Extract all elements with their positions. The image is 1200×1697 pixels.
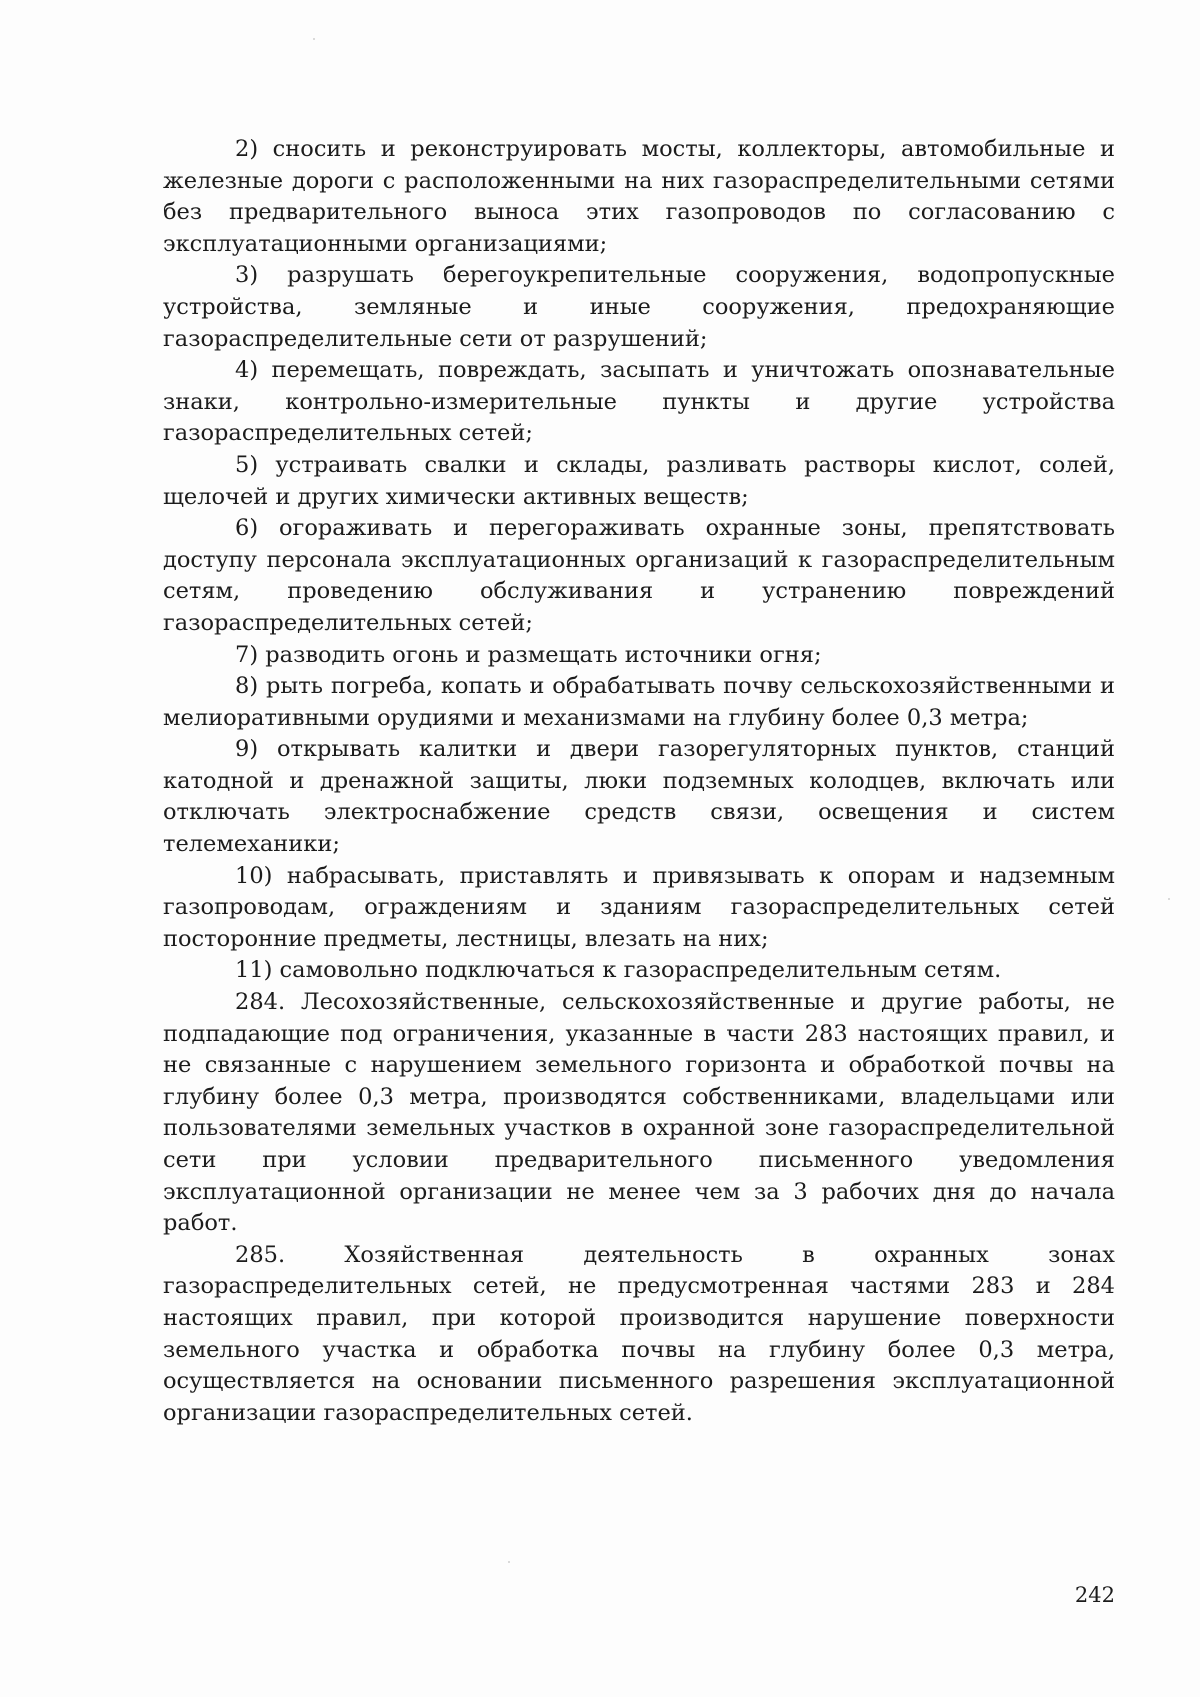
paragraph-item-2: 2) сносить и реконструировать мосты, коллекторы, автомобильные и железные дороги с расположенными на них газораспределительными сетями без предварительного выноса этих газопроводов по согласованию с эксплуатационными организациями;: [163, 136, 1115, 257]
paragraph-item-6: 6) огораживать и перегораживать охранные зоны, препятствовать доступу персонала эксплуатационных организаций к газораспределительным сетям, проведению обслуживания и устранению повреждений газораспределительных сетей;: [163, 515, 1115, 636]
paragraph-section-285: 285. Хозяйственная деятельность в охранных зонах газораспределительных сетей, не предусмотренная частями 283 и 284 настоящих правил, при которой производится нарушение поверхности земельного участка и обработка почвы на глубину более 0,3 метра, осуществляется на основании письменного разрешения эксплуатационной организации газораспределительных сетей.: [163, 1241, 1115, 1426]
page-number: 242: [1074, 1583, 1115, 1607]
paragraph-item-11: 11) самовольно подключаться к газораспределительным сетям.: [235, 957, 1002, 984]
paragraph-item-5: 5) устраивать свалки и склады, разливать растворы кислот, солей, щелочей и других химически активных веществ;: [163, 451, 1115, 510]
paragraph-item-4: 4) перемещать, повреждать, засыпать и уничтожать опознавательные знаки, контрольно-измерительные пункты и другие устройства газораспределительных сетей;: [163, 357, 1115, 447]
paragraph-item-7: 7) разводить огонь и размещать источники огня;: [235, 641, 822, 668]
scan-speck: [1168, 898, 1170, 900]
paragraph-item-9: 9) открывать калитки и двери газорегуляторных пунктов, станций катодной и дренажной защиты, люки подземных колодцев, включать или отключать электроснабжение средств связи, освещения и систем телемеханики;: [163, 736, 1115, 858]
body-text: [163, 134, 1115, 1429]
paragraph-item-10: 10) набрасывать, приставлять и привязывать к опорам и надземным газопроводам, ограждениям и зданиям газораспределительных сетей посторонние предметы, лестницы, влезать на них;: [163, 862, 1115, 952]
paragraph-section-284: 284. Лесохозяйственные, сельскохозяйственные и другие работы, не подпадающие под ограничения, указанные в части 283 настоящих правил, и не связанные с нарушением земельного горизонта и обработкой почвы на глубину более 0,3 метра, производятся собственниками, владельцами или пользователями земельных участков в охранной зоне газораспределительной сети при условии предварительного письменного уведомления эксплуатационной организации не менее чем за 3 рабочих дня до начала работ.: [163, 989, 1115, 1237]
paragraph-item-8: 8) рыть погреба, копать и обрабатывать почву сельскохозяйственными и мелиоративными орудиями и механизмами на глубину более 0,3 метра;: [163, 673, 1115, 731]
scan-speck: [508, 1561, 510, 1563]
scan-speck: [313, 38, 315, 40]
paragraph-item-3: 3) разрушать берегоукрепительные сооружения, водопропускные устройства, земляные и иные сооружения, предохраняющие газораспределительные сети от разрушений;: [163, 262, 1115, 352]
